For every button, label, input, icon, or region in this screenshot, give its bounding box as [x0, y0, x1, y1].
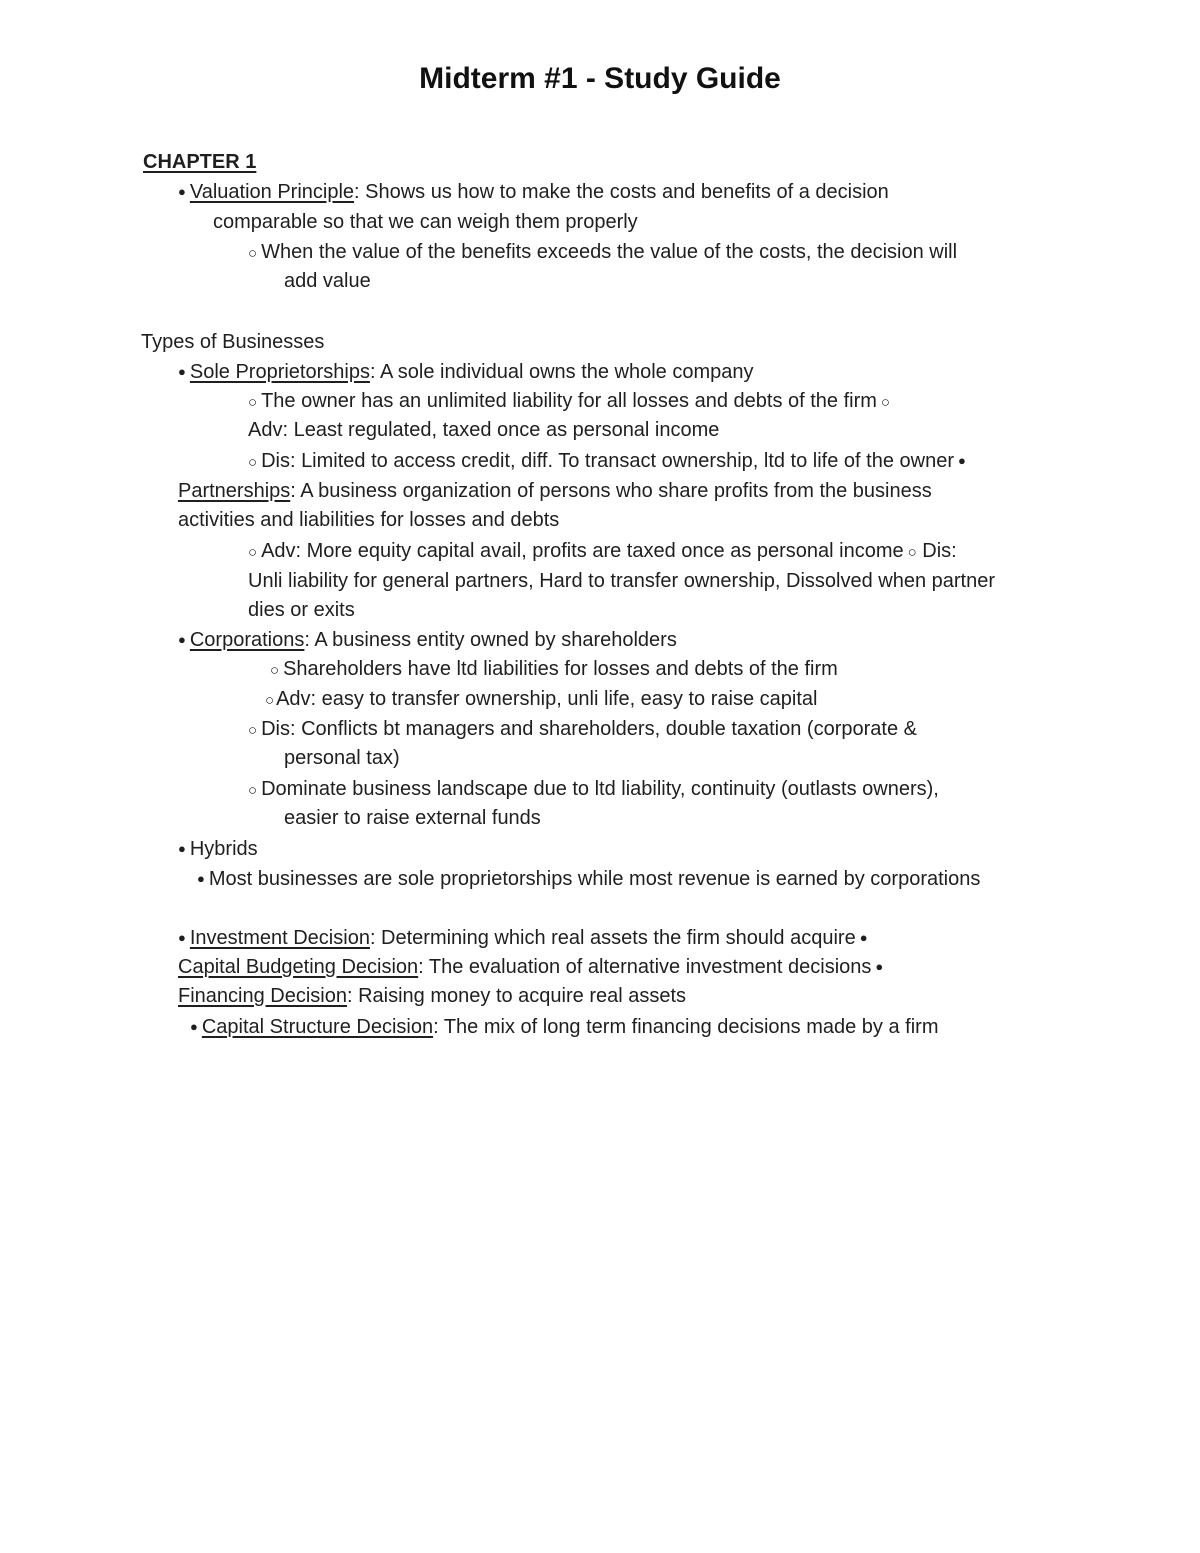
circle-bullet-icon: ○ [248, 544, 258, 561]
circle-bullet-icon: ○ [270, 662, 280, 679]
bullet-icon: ● [957, 453, 966, 468]
valuation-def: : Shows us how to make the costs and benefits of a decision [354, 181, 889, 203]
partnerships-item: Partnerships: A business organization of persons who share profits from the business [178, 480, 932, 502]
bullet-icon: ● [178, 632, 186, 647]
capital-budgeting-term: Capital Budgeting Decision [178, 956, 419, 978]
bullet-icon: ● [178, 841, 186, 856]
hybrids-item: ● Hybrids [178, 838, 258, 860]
bullet-icon: ● [197, 871, 205, 886]
sole-item: ● Sole Proprietorships: A sole individual owns the whole company [178, 361, 754, 383]
valuation-item [178, 177, 889, 209]
circle-bullet-icon: ○ [265, 692, 275, 709]
circle-bullet-icon: ○ [248, 782, 258, 799]
valuation-sub-cont: add value [284, 270, 371, 292]
sole-dis: ○ Dis: Limited to access credit, diff. To transact ownership, ltd to life of the owner ● [248, 450, 966, 472]
corporations-sub2: ○ Adv: easy to transfer ownership, unli life, easy to raise capital [265, 688, 818, 710]
partnerships-sub: ○ Adv: More equity capital avail, profits are taxed once as personal income ○ Dis: [248, 540, 957, 562]
investment-term: Investment Decision [189, 927, 370, 949]
bullet-icon: ● [190, 1019, 198, 1034]
circle-bullet-icon: ○ [248, 454, 258, 471]
bullet-icon: ● [859, 930, 868, 945]
page-title: Midterm #1 - Study Guide [419, 62, 781, 95]
partnerships-sub-cont: Unli liability for general partners, Hard to transfer ownership, Dissolved when partner [248, 570, 996, 592]
financing-term: Financing Decision [178, 985, 347, 1007]
corporations-term: Corporations [189, 629, 305, 651]
corporations-sub1: ○ Shareholders have ltd liabilities for losses and debts of the firm [270, 658, 838, 680]
corporations-sub4-cont: easier to raise external funds [284, 807, 541, 829]
chapter-heading: CHAPTER 1 [143, 151, 257, 173]
sole-term: Sole Proprietorships [189, 361, 370, 383]
capital-structure-item: ● Capital Structure Decision: The mix of long term financing decisions made by a firm [190, 1016, 939, 1038]
partnerships-sub-cont2: dies or exits [248, 599, 355, 621]
circle-bullet-icon: ○ [248, 394, 258, 411]
types-heading: Types of Businesses [141, 331, 325, 353]
circle-bullet-icon: ○ [248, 245, 258, 262]
bullet-icon: ● [875, 959, 884, 974]
valuation-sub: ○ When the value of the benefits exceeds the value of the costs, the decision will [248, 241, 958, 263]
financing-item: Financing Decision: Raising money to acquire real assets [178, 985, 687, 1007]
circle-bullet-icon: ○ [880, 394, 890, 411]
partnerships-def-cont: activities and liabilities for losses and debts [178, 509, 560, 531]
partnerships-term: Partnerships [178, 480, 291, 502]
bullet-icon: ● [178, 364, 186, 379]
capital-budgeting-item: Capital Budgeting Decision: The evaluation of alternative investment decisions ● [178, 956, 884, 978]
most-businesses-item: ● Most businesses are sole proprietorships while most revenue is earned by corporations [197, 868, 981, 890]
sole-sub1: ○ The owner has an unlimited liability for all losses and debts of the firm ○ [248, 390, 890, 412]
corporations-sub3: ○ Dis: Conflicts bt managers and shareholders, double taxation (corporate & [248, 718, 917, 740]
capital-structure-term: Capital Structure Decision [201, 1016, 434, 1038]
valuation-def-cont: comparable so that we can weigh them properly [213, 211, 638, 233]
valuation-term: Valuation Principle [189, 181, 355, 203]
corporations-item: ● Corporations: A business entity owned by shareholders [178, 629, 677, 651]
investment-item: ● Investment Decision: Determining which real assets the firm should acquire ● [178, 927, 868, 949]
bullet-icon: ● [178, 930, 186, 945]
circle-bullet-icon: ○ [907, 544, 917, 561]
bullet-icon: ● [178, 184, 186, 199]
corporations-sub4: ○ Dominate business landscape due to ltd liability, continuity (outlasts owners), [248, 778, 939, 800]
corporations-sub3-cont: personal tax) [284, 747, 400, 769]
sole-adv: Adv: Least regulated, taxed once as personal income [248, 419, 720, 441]
circle-bullet-icon: ○ [248, 722, 258, 739]
